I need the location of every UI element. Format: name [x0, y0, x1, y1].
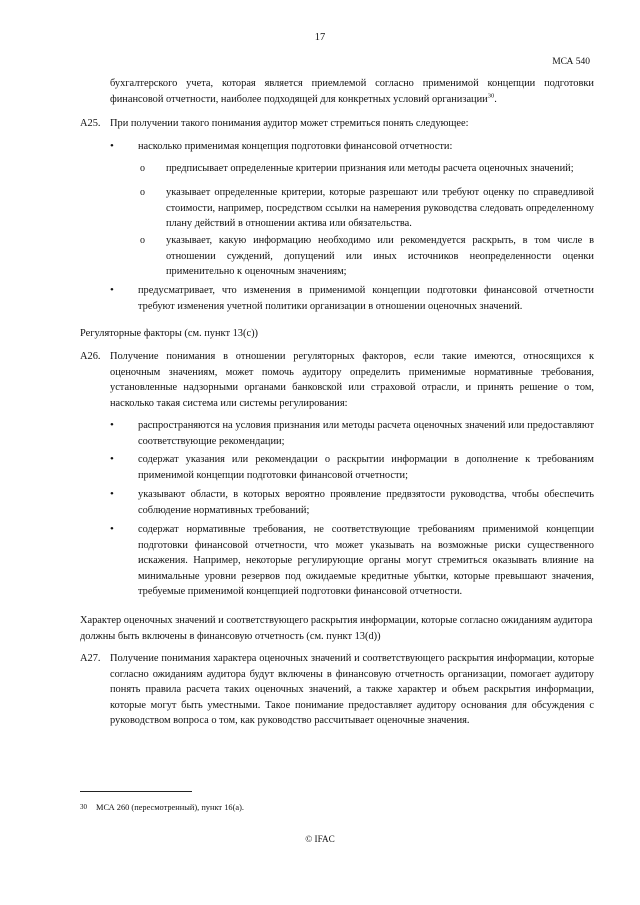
a25-bullet-2: предусматривает, что изменения в применимой концепции подготовки финансовой отчетности требуют изменения учетной политики организации в отношении оценочных значений.	[138, 285, 594, 312]
bullet-icon: •	[110, 284, 114, 296]
intro-end: .	[494, 93, 497, 105]
a26-bullet-2: содержат указания или рекомендации о раскрытии информации в дополнение к требованиям применимой концепции подготовки финансовой отчетности;	[138, 454, 594, 481]
para-a26-text: Получение понимания в отношении регуляторных факторов, если такие имеются, относящихся к оценочным значениям, может помочь аудитору определить применимые нормативные требования, установленные надзорными органами банковской или страховой отрасли, и принять решение о том, насколько такая система или системы регулирования:	[110, 351, 594, 409]
para-number-a25: A25.	[80, 118, 101, 129]
a26-bullet-3: указывают области, в которых вероятно проявление предвзятости руководства, чтобы обеспечить соблюдение нормативных требований;	[138, 489, 594, 516]
bullet-icon: •	[110, 419, 114, 431]
intro-text: бухгалтерского учета, которая является приемлемой согласно применимой концепции подготовки финансовой отчетности, наиболее подходящей для конкретных условий организации	[110, 78, 594, 105]
a25-bullet-1: насколько применимая концепция подготовки финансовой отчетности:	[138, 141, 453, 152]
circle-bullet-icon: o	[140, 187, 145, 198]
footnote-divider	[80, 791, 192, 792]
circle-bullet-icon: o	[140, 235, 145, 246]
footnote-number: 30	[80, 803, 87, 811]
a25-subitem-1: предписывает определенные критерии признания или методы расчета оценочных значений;	[166, 163, 574, 174]
bullet-icon: •	[110, 523, 114, 535]
footnote-text: МСА 260 (пересмотренный), пункт 16(а).	[96, 803, 244, 812]
a26-bullet-4: содержат нормативные требования, не соответствующие требованиям применимой концепции подготовки финансовой отчетности, что может указывать на возможные риски существенного искажения. Например, некоторые регулирующие органы могут стремиться оказывать влияние на минимальные уровни резервов под ожидаемые кредитные убытки, которые превышают значения, требуемые применимой концепцией подготовки финансовой отчетности.	[138, 524, 594, 598]
section-heading-nature: Характер оценочных значений и соответствующего раскрытия информации, которые согласно ожиданиям аудитора должны быть включены в финансовую отчетность (см. пункт 13(d))	[80, 615, 593, 642]
bullet-icon: •	[110, 488, 114, 500]
footnote-ref: 30	[487, 92, 495, 100]
copyright-footer: © IFAC	[305, 834, 335, 844]
circle-bullet-icon: o	[140, 163, 145, 174]
para-number-a27: A27.	[80, 653, 101, 664]
a25-subitem-2: указывает определенные критерии, которые разрешают или требуют оценку по справедливой стоимости, например, посредством ссылки на намерения руководства следовать определенному плану действий в отношении актива или обязательства.	[166, 187, 594, 230]
para-a25-text: При получении такого понимания аудитор может стремиться понять следующее:	[110, 118, 469, 129]
section-heading-regulatory: Регуляторные факторы (см. пункт 13(c))	[80, 328, 258, 339]
para-number-a26: A26.	[80, 351, 101, 362]
page-number: 17	[314, 32, 326, 43]
bullet-icon: •	[110, 453, 114, 465]
a25-subitem-3: указывает, какую информацию необходимо или рекомендуется раскрыть, в том числе в отношении суждений, допущений или иных источников неопределенности оценки применительно к оценочным значениям;	[166, 235, 594, 278]
a26-bullet-1: распространяются на условия признания или методы расчета оценочных значений или предоставляют соответствующие рекомендации;	[138, 420, 594, 447]
bullet-icon: •	[110, 140, 114, 152]
document-code: МСА 540	[552, 57, 590, 67]
para-a27-text: Получение понимания характера оценочных значений и соответствующего раскрытия информации, которые согласно ожиданиям аудитора будут включены в финансовую отчетность организации, помогает аудитору понять правила расчета таких оценочных значений, а также характер и объем раскрытия информации, которые могут быть уместными. Такое понимание предоставляет аудитору основания для обсуждения с руководством вопроса о том, как руководство рассчитывает оценочные значения.	[110, 653, 594, 727]
intro-paragraph	[110, 76, 594, 107]
